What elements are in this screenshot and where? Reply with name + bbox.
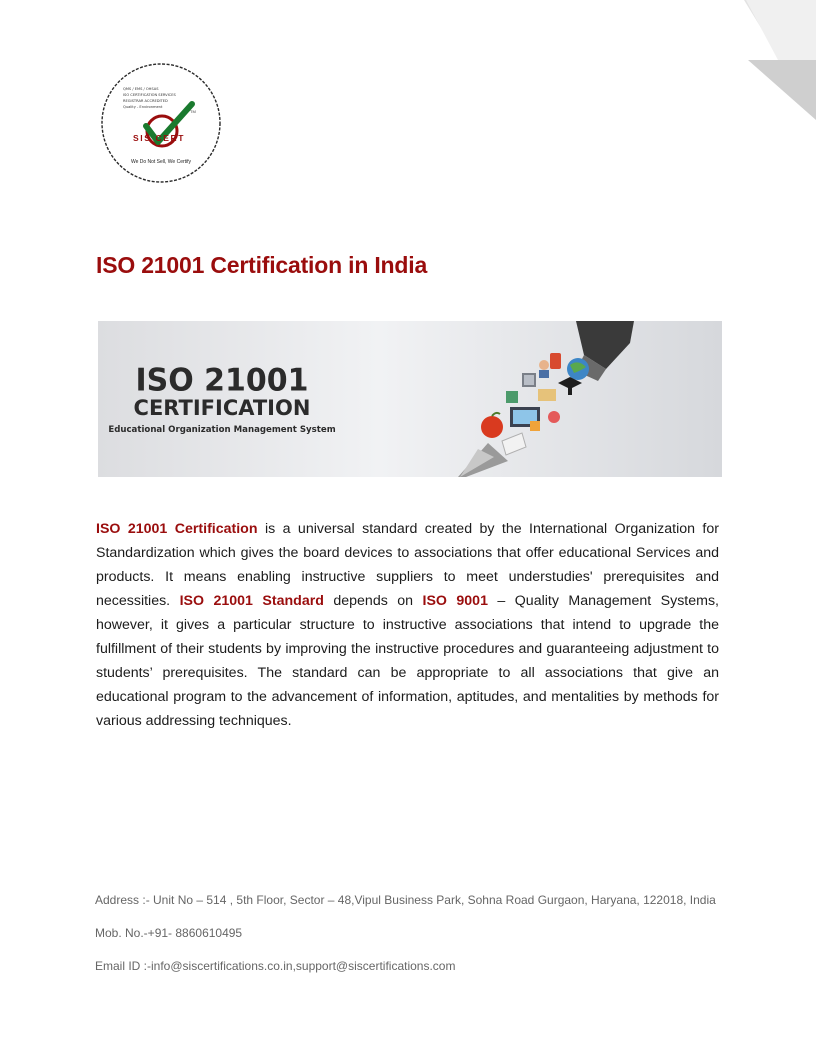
svg-text:TM: TM (190, 109, 196, 114)
iso-21001-certification-link[interactable]: ISO 21001 Certification (96, 521, 258, 537)
body-text-segment: is a universal standard created by the International Organization for Standardization which gives the board devices to associations that offer educational Services and products. It means enabling instructive suppliers to meet understudies' prerequisites and necessities. (96, 521, 719, 609)
body-paragraph (96, 517, 719, 733)
svg-text:ISO 21001: ISO 21001 (135, 361, 309, 399)
company-logo (100, 62, 222, 184)
iso-21001-standard-link[interactable]: ISO 21001 Standard (179, 593, 324, 609)
svg-text:Quality - Environment: Quality - Environment (123, 105, 163, 109)
svg-text:We Do Not Sell, We Certify: We Do Not Sell, We Certify (130, 159, 192, 165)
svg-text:QMS / EMS / OHSAS: QMS / EMS / OHSAS (123, 87, 159, 91)
page-title: ISO 21001 Certification in India (96, 252, 428, 278)
svg-text:REGISTRAR ACCREDITED: REGISTRAR ACCREDITED (123, 99, 168, 103)
iso-banner-image (98, 321, 722, 477)
body-text-segment: – Quality Management Systems, however, it gives a particular structure to instructive associations that intend to upgrade the fulfillment of their students by improving the instructive procedures and guaranteeing adjustment to students’ prerequisites. The standard can be appropriate to all associations that give an educational program to the advancement of information, aptitudes, and mentalities by methods for various addressing techniques. (96, 593, 719, 729)
svg-text:Educational Organization Manag: Educational Organization Management System (108, 425, 336, 435)
footer-email: Email ID :-info@siscertifications.co.in,support@siscertifications.com (95, 959, 456, 973)
page-corner-decoration (686, 0, 816, 130)
iso-9001-link[interactable]: ISO 9001 (422, 593, 488, 609)
body-text-segment: depends on (323, 593, 423, 609)
svg-text:SIS CERT: SIS CERT (133, 133, 186, 143)
footer-mobile: Mob. No.-+91- 8860610495 (95, 926, 243, 940)
svg-text:CERTIFICATION: CERTIFICATION (133, 396, 311, 420)
svg-text:ISO CERTIFICATION SERVICES: ISO CERTIFICATION SERVICES (123, 93, 176, 97)
footer-address: Address :- Unit No – 514 , 5th Floor, Sector – 48,Vipul Business Park, Sohna Road Gurgaon, Haryana, 122018, India (95, 893, 716, 907)
